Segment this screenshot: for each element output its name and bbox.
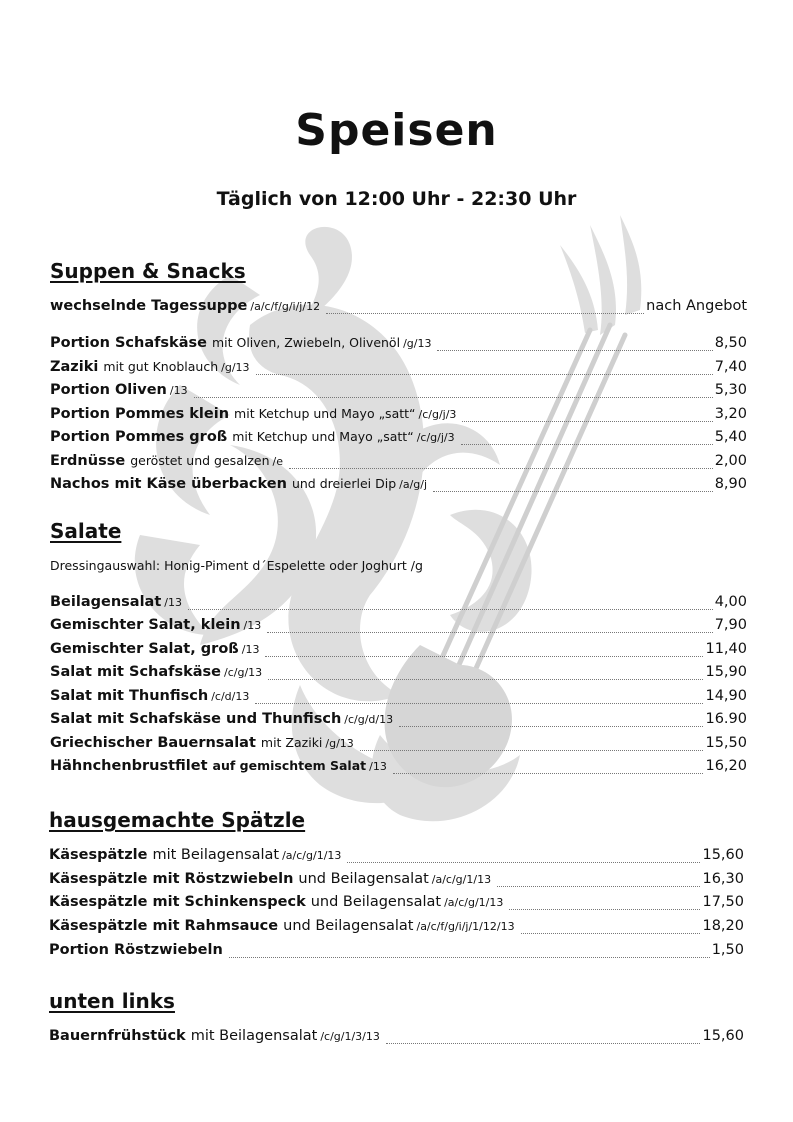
dot-leader [461,444,713,445]
menu-item [50,758,747,778]
menu-item [49,871,744,891]
item-price: 7,40 [714,359,747,375]
item-allergens: /c/g/13 [224,666,263,679]
item-name: Portion Röstzwiebeln [49,942,223,958]
dot-leader [462,421,712,422]
dot-leader [393,773,704,774]
item-name: Portion Pommes klein [50,406,230,422]
item-allergens: /13 [164,596,182,609]
item-price: 15,60 [702,847,744,863]
menu-item [50,359,747,379]
dot-leader [289,468,713,469]
item-description: mit Beilagensalat [152,847,280,863]
item-price: nach Angebot [646,298,747,314]
dot-leader [265,656,703,657]
item-name: Salat mit Thunfisch [50,688,209,704]
item-price: 18,20 [702,918,744,934]
dressing-note: Dressingauswahl: Honig-Piment d´Espelette oder Joghurt /g [50,558,423,573]
item-price: 11,40 [705,641,747,657]
menu-item [50,735,747,755]
item-description: mit Oliven, Zwiebeln, Olivenöl [211,335,401,350]
dot-leader [229,957,710,958]
item-allergens: /a/c/f/g/i/j/12 [250,300,321,313]
menu-item [50,476,747,496]
item-description: mit gut Knoblauch [103,359,219,374]
item-price: 16,20 [705,758,747,774]
section-heading-unten: unten links [49,989,175,1013]
dot-leader [497,886,700,887]
item-price: 7,90 [714,617,747,633]
menu-item [50,617,747,637]
item-allergens: /a/c/g/1/13 [444,896,504,909]
item-allergens: /c/g/d/13 [344,713,394,726]
dot-leader [399,726,703,727]
item-allergens: /13 [243,619,262,632]
item-price: 15,50 [705,735,747,751]
item-allergens: /a/c/g/1/13 [431,873,492,886]
section-heading-suppen: Suppen & Snacks [50,259,246,283]
dot-leader [188,609,713,610]
item-description: auf gemischtem Salat [212,758,367,773]
menu-item [50,594,747,614]
menu-item [50,641,747,661]
menu-item [49,847,744,867]
item-name: Portion Pommes groß [50,429,228,445]
item-allergens: /c/g/j/3 [418,408,457,421]
item-description: mit Zaziki [260,735,323,750]
item-description: und Beilagensalat [283,918,414,934]
item-allergens: /c/g/j/3 [416,431,455,444]
item-allergens: /a/c/f/g/i/j/1/12/13 [416,920,515,933]
item-description: und dreierlei Dip [291,476,397,491]
item-allergens: /g/13 [403,337,432,350]
dot-leader [268,679,703,680]
dot-leader [194,397,713,398]
item-description: mit Ketchup und Mayo „satt“ [234,406,416,421]
item-name: Bauernfrühstück [49,1028,186,1044]
item-name: Beilagensalat [50,594,162,610]
item-description: mit Beilagensalat [190,1028,318,1044]
item-name: Salat mit Schafskäse [50,664,221,680]
menu-item [50,664,747,684]
menu-item [50,298,747,318]
item-price: 5,30 [714,382,747,398]
item-name: Käsespätzle mit Röstzwiebeln [49,871,294,887]
dot-leader [255,703,703,704]
dot-leader [256,374,713,375]
item-allergens: /a/c/g/1/13 [282,849,342,862]
menu-item [49,894,744,914]
item-description: und Beilagensalat [310,894,442,910]
item-name: Nachos mit Käse überbacken [50,476,287,492]
opening-hours: Täglich von 12:00 Uhr - 22:30 Uhr [216,188,577,210]
item-name: Käsespätzle mit Schinkenspeck [49,894,306,910]
item-price: 1,50 [711,942,744,958]
menu-item [49,942,744,962]
item-description: mit Ketchup und Mayo „satt“ [232,429,414,444]
item-price: 4,00 [714,594,747,610]
item-allergens: /c/g/1/3/13 [320,1030,380,1043]
menu-item [50,688,747,708]
menu-item [50,406,747,426]
item-price: 3,20 [714,406,747,422]
item-description: und Beilagensalat [298,871,429,887]
dot-leader [386,1043,701,1044]
item-price: 16.90 [705,711,747,727]
item-description: geröstet und gesalzen [130,453,270,468]
item-allergens: /c/d/13 [211,690,250,703]
item-allergens: /13 [241,643,260,656]
item-name: Gemischter Salat, klein [50,617,241,633]
item-allergens: /13 [169,384,188,397]
item-name: Griechischer Bauernsalat [50,735,256,751]
item-name: Salat mit Schafskäse und Thunfisch [50,711,342,727]
dot-leader [521,933,701,934]
dot-leader [267,632,712,633]
dot-leader [326,313,644,314]
item-price: 15,60 [702,1028,744,1044]
dot-leader [433,491,713,492]
menu-item [50,711,747,731]
item-price: 8,50 [714,335,747,351]
dot-leader [360,750,704,751]
item-name: Käsespätzle mit Rahmsauce [49,918,279,934]
menu-item [49,918,744,938]
menu-item [49,1028,744,1048]
item-price: 2,00 [714,453,747,469]
menu-item [50,429,747,449]
item-name: Portion Oliven [50,382,167,398]
item-name: Portion Schafskäse [50,335,207,351]
item-allergens: /g/13 [325,737,354,750]
dot-leader [437,350,712,351]
item-name: Gemischter Salat, groß [50,641,239,657]
item-name: Zaziki [50,359,99,375]
item-name: wechselnde Tagessuppe [50,298,248,314]
dot-leader [347,862,700,863]
item-price: 5,40 [714,429,747,445]
item-allergens: /13 [369,760,387,773]
item-name: Erdnüsse [50,453,126,469]
item-allergens: /e [272,455,283,468]
item-price: 16,30 [702,871,744,887]
item-name: Käsespätzle [49,847,148,863]
menu-item [50,335,747,355]
menu-item [50,382,747,402]
menu-item [50,453,747,473]
item-allergens: /a/g/j [399,478,428,491]
item-price: 15,90 [705,664,747,680]
item-allergens: /g/13 [221,361,250,374]
item-price: 17,50 [702,894,744,910]
page-title: Speisen [295,105,498,156]
item-price: 8,90 [714,476,747,492]
section-heading-salate: Salate [50,519,122,543]
section-heading-spaetzle: hausgemachte Spätzle [49,808,306,832]
item-name: Hähnchenbrustfilet [50,758,208,774]
dot-leader [509,909,700,910]
item-price: 14,90 [705,688,747,704]
